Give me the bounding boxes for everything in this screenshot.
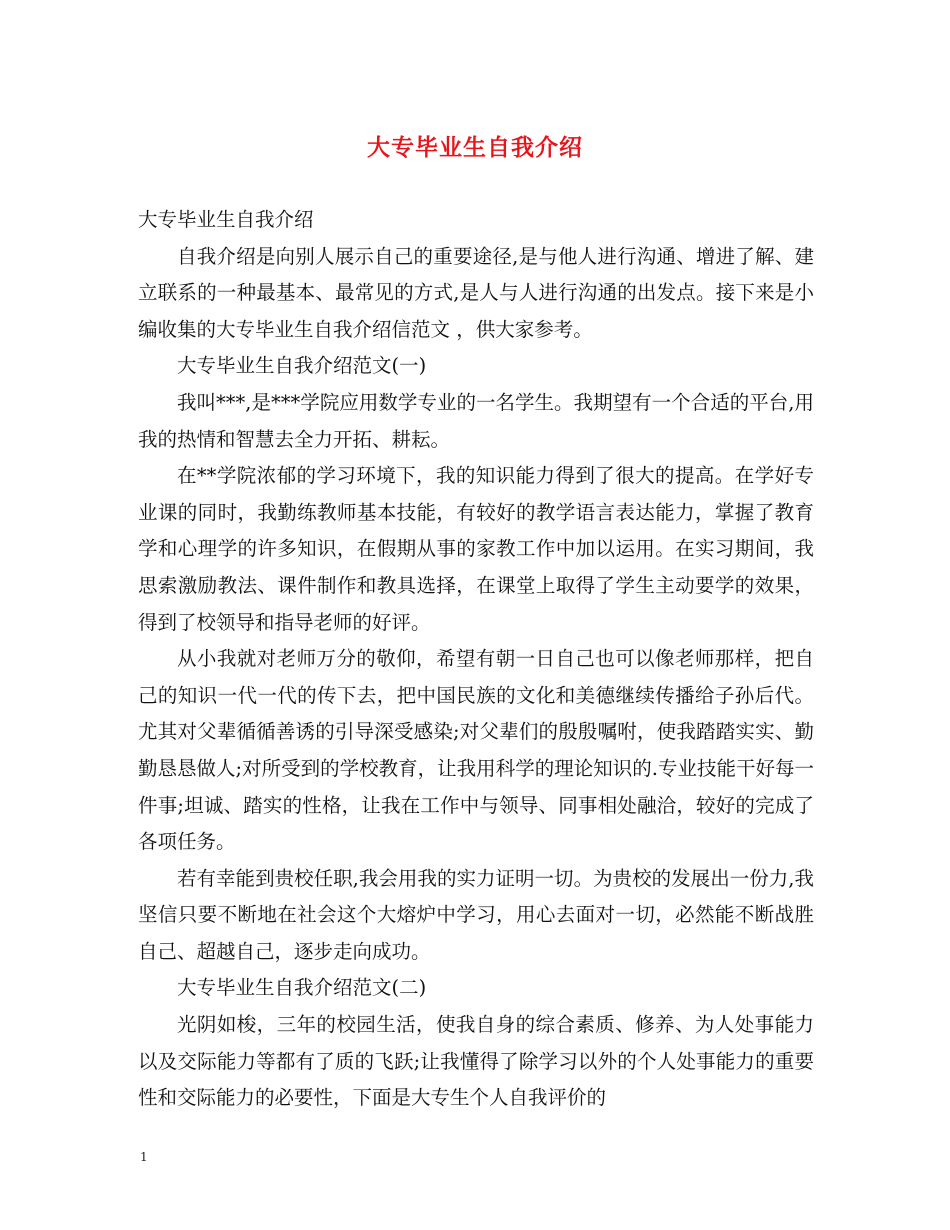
page-number: 1 xyxy=(140,1150,148,1164)
document-title: 大专毕业生自我介绍 xyxy=(367,134,583,161)
paragraph: 若有幸能到贵校任职,我会用我的实力证明一切。为贵校的发展出一份力,我坚信只要不断地在社会这个大熔炉中学习，用心去面对一切，必然能不断战胜自己、超越自己，逐步走向成功。 xyxy=(138,866,814,963)
paragraph-heading: 大专毕业生自我介绍 xyxy=(138,208,314,231)
document-body xyxy=(138,202,814,1117)
paragraph: 在**学院浓郁的学习环境下，我的知识能力得到了很大的提高。在学好专业课的同时，我勤练教师基本技能，有较好的教学语言表达能力，掌握了教育学和心理学的许多知识，在假期从事的家教工作中加以运用。在实习期间，我思索激励教法、课件制作和教具选择，在课堂上取得了学生主动要学的效果，得到了校领导和指导老师的好评。 xyxy=(138,464,814,634)
paragraph: 从小我就对老师万分的敬仰，希望有朝一日自己也可以像老师那样，把自己的知识一代一代的传下去，把中国民族的文化和美德继续传播给子孙后代。尤其对父辈循循善诱的引导深受感染;对父辈们的殷殷嘱咐，使我踏踏实实、勤勤恳恳做人;对所受到的学校教育，让我用科学的理论知识的.专业技能干好每一件事;坦诚、踏实的性格，让我在工作中与领导、同事相处融洽，较好的完成了各项任务。 xyxy=(138,647,814,854)
paragraph: 光阴如梭，三年的校园生活，使我自身的综合素质、修养、为人处事能力以及交际能力等都有了质的飞跃;让我懂得了除学习以外的个人处事能力的重要性和交际能力的必要性，下面是大专生个人自我评价的 xyxy=(138,1013,814,1110)
paragraph: 我叫***,是***学院应用数学专业的一名学生。我期望有一个合适的平台,用我的热情和智慧去全力开拓、耕耘。 xyxy=(138,390,814,451)
section-heading-1: 大专毕业生自我介绍范文(一) xyxy=(177,354,427,378)
paragraph-intro: 自我介绍是向别人展示自己的重要途径,是与他人进行沟通、增进了解、建立联系的一种最基本、最常见的方式,是人与人进行沟通的出发点。接下来是小编收集的大专毕业生自我介绍信范文 ，供大家参考。 xyxy=(138,244,814,341)
section-heading-2: 大专毕业生自我介绍范文(二) xyxy=(177,976,427,1000)
